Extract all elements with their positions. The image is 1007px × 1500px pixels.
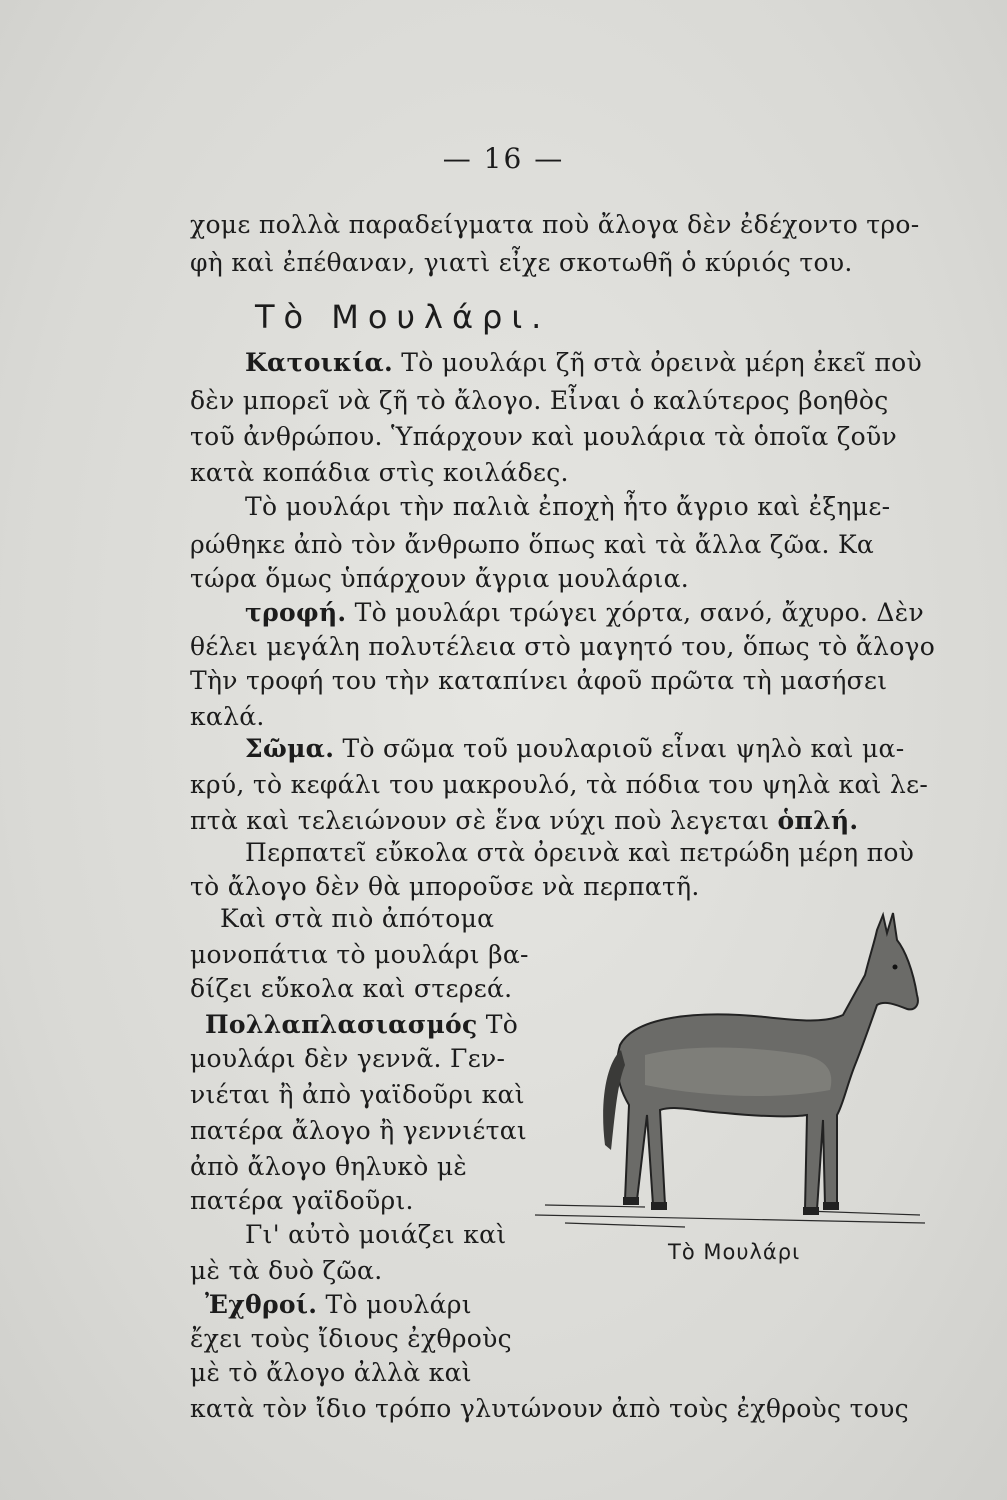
text-line: φὴ καὶ ἐπέθαναν, γιατὶ εἶχε σκοτωθῆ ὁ κύριός του. xyxy=(190,248,853,277)
text-line: ρώθηκε ἀπὸ τὸν ἄνθρωπο ὅπως καὶ τὰ ἄλλα ζῶα. Κα xyxy=(190,530,875,559)
paragraph-first-line xyxy=(205,1288,472,1322)
text-line: ἔχει τοὺς ἴδιους ἐχθροὺς xyxy=(190,1324,512,1353)
text-line: πατέρα ἄλογο ἢ γεννιέται xyxy=(190,1116,528,1145)
text-line: χομε πολλὰ παραδείγματα ποὺ ἄλογα δὲν ἐδέχοντο τρο- xyxy=(190,210,920,239)
text-line: Περπατεῖ εὔκολα στὰ ὀρεινὰ καὶ πετρώδη μέρη ποὺ xyxy=(245,838,915,867)
text-span: Τὸ μουλάρι xyxy=(317,1290,472,1319)
text-line: μὲ τὰ δυὸ ζῶα. xyxy=(190,1256,383,1285)
text-line: μὲ τὸ ἄλογο ἀλλὰ καὶ xyxy=(190,1358,472,1387)
section-title: Τὸ Μουλάρι. xyxy=(255,298,551,336)
section-heading-echthroi: Ἐχθροί. xyxy=(205,1290,318,1319)
text-span: Τὸ σῶμα τοῦ μουλαριοῦ εἶναι ψηλὸ καὶ μα- xyxy=(334,734,905,763)
text-span: Τὸ μουλάρι τρώγει χόρτα, σανό, ἄχυρο. Δὲν xyxy=(346,598,924,627)
text-line: τὸ ἄλογο δὲν θὰ μποροῦσε νὰ περπατῆ. xyxy=(190,872,700,901)
paragraph-first-line xyxy=(245,346,922,380)
text-line: κατὰ κοπάδια στὶς κοιλάδες. xyxy=(190,458,569,487)
text-line: καλά. xyxy=(190,702,265,731)
text-span: Τὸ μουλάρι ζῆ στὰ ὀρεινὰ μέρη ἐκεῖ ποὺ xyxy=(393,348,923,377)
paragraph-first-line xyxy=(245,732,904,766)
text-line: Γι' αὐτὸ μοιάζει καὶ xyxy=(245,1220,507,1249)
text-line: Τὸ μουλάρι τὴν παλιὰ ἐποχὴ ἦτο ἄγριο καὶ ἐξημε- xyxy=(245,492,891,521)
paragraph-first-line xyxy=(245,596,924,630)
text-line: κατὰ τὸν ἴδιο τρόπο γλυτώνουν ἀπὸ τοὺς ἐχθροὺς τους xyxy=(190,1394,909,1423)
section-heading-katoikia: Κατοικία. xyxy=(245,348,394,377)
page-number: — 16 — xyxy=(442,142,565,175)
mule-illustration xyxy=(525,905,945,1235)
section-heading-soma: Σῶμα. xyxy=(245,734,335,763)
text-line: τοῦ ἀνθρώπου. Ὑπάρχουν καὶ μουλάρια τὰ ὁποῖα ζοῦν xyxy=(190,422,897,451)
text-line: κρύ, τὸ κεφάλι του μακρουλό, τὰ πόδια του ψηλὰ καὶ λε- xyxy=(190,770,929,799)
paragraph-first-line xyxy=(205,1008,518,1042)
section-heading-pollaplasiasmos: Πολλαπλασιασμός xyxy=(205,1010,478,1039)
term-opli: ὁπλή. xyxy=(777,806,859,835)
section-heading-trofi: τροφή. xyxy=(245,598,347,627)
text-line: ἀπὸ ἄλογο θηλυκὸ μὲ xyxy=(190,1152,468,1181)
text-line: θέλει μεγάλη πολυτέλεια στὸ μαγητό του, ὅπως τὸ ἄλογο xyxy=(190,632,936,661)
text-line: τώρα ὅμως ὑπάρχουν ἄγρια μουλάρια. xyxy=(190,564,690,593)
figure-caption: Τὸ Μουλάρι xyxy=(668,1240,801,1264)
text-line: πατέρα γαϊδοῦρι. xyxy=(190,1186,414,1215)
text-line: Τὴν τροφή του τὴν καταπίνει ἀφοῦ πρῶτα τὴ μασήσει xyxy=(190,666,888,695)
text-line: δὲν μπορεῖ νὰ ζῆ τὸ ἄλογο. Εἶναι ὁ καλύτερος βοηθὸς xyxy=(190,386,889,415)
text-span: πτὰ καὶ τελειώνουν σὲ ἕνα νύχι ποὺ λεγεται xyxy=(190,806,778,835)
text-span: Τὸ xyxy=(477,1010,519,1039)
text-line: νιέται ἢ ἀπὸ γαϊδοῦρι καὶ xyxy=(190,1080,525,1109)
text-line xyxy=(190,804,858,838)
text-line: μουλάρι δὲν γεννᾶ. Γεν- xyxy=(190,1044,506,1073)
text-line: δίζει εὔκολα καὶ στερεά. xyxy=(190,974,513,1003)
text-line: μονοπάτια τὸ μουλάρι βα- xyxy=(190,940,529,969)
text-line: Καὶ στὰ πιὸ ἀπότομα xyxy=(220,904,495,933)
